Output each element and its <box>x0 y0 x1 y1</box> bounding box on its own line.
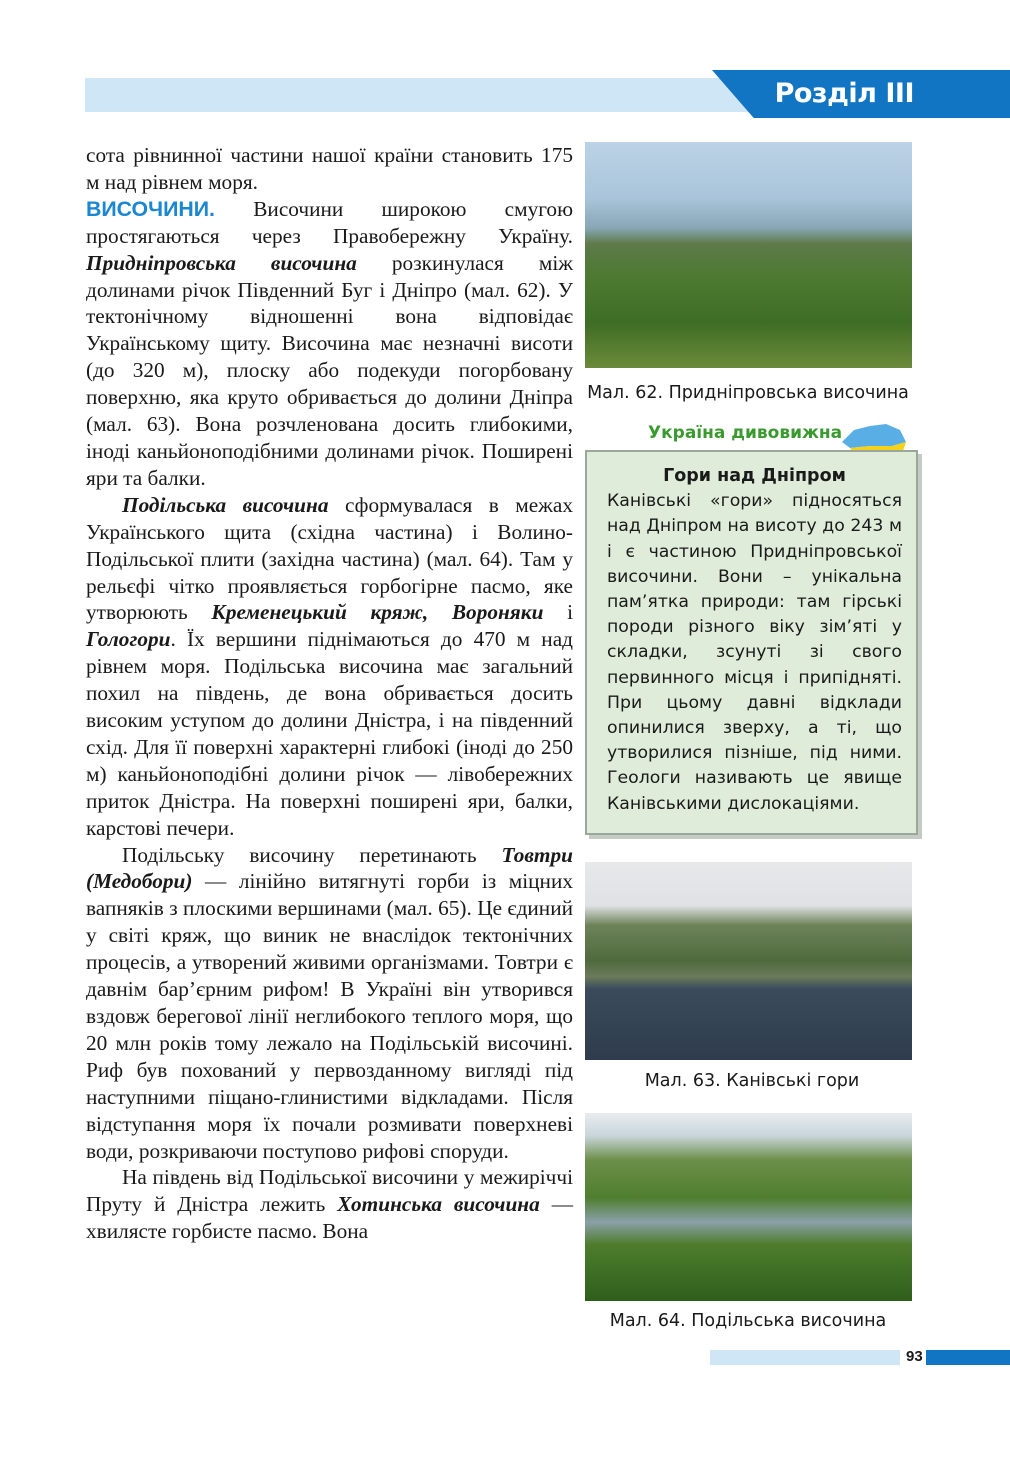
paragraph <box>86 492 573 842</box>
term: Подільська височина <box>122 492 329 517</box>
photo-prydniprovska-upland <box>585 142 912 368</box>
sidebox <box>585 450 918 835</box>
text: Височини широкою смугою простягаються через Правобережну Україну. <box>86 196 573 248</box>
term: Хотинська височина <box>337 1192 540 1217</box>
heading-keyword: ВИСОЧИНИ. <box>86 196 215 221</box>
text: сформувалася в межах Українського щита (східна частина) і Волино-Подільської плити (західна частина) (мал. 64). Там у рельєфі чітко проявляється горбогірне пасмо, яке утворюють <box>86 492 573 625</box>
sidebox-text: Канівські «гори» підносяться над Дніпром на висоту до 243 м і є частиною Придніпровської височини. Вони – унікальна пам’ятка природи: там гірські породи різного віку зім’яті у складки, зсунуті зі свого первинного місця і припідняті. При цьому давні відклади опинилися зверху, а ті, що утворилися пізніше, під ними. Геологи називають це явище Канівськими дислокаціями. <box>607 491 902 814</box>
paragraph: сота рівнинної частини нашої країни становить 175 м над рівнем моря. <box>86 143 573 194</box>
term: Кременецький кряж, Вороняки <box>211 600 544 625</box>
section-title: Розділ III <box>774 78 914 109</box>
term: Товтри (Медобори) <box>86 842 573 894</box>
figure-caption: Мал. 62. Придніпровська височина <box>587 383 909 403</box>
text: розкинулася між долинами річок Південний Буг і Дніпро (мал. 62). У тектонічному відношенні вона відповідає Українському щиту. Височина має незначні висоти (до 320 м), плоску або подекуди погорбовану поверхню, яка круто обривається до долини Дніпра (мал. 63). Вона розчленована досить глибокими, іноді каньйоноподібними долинами річок. Поширені яри та балки. <box>86 250 573 490</box>
text: На південь від Подільської височини у межиріччі Пруту й Дністра лежить <box>86 1165 573 1217</box>
footer-accent <box>926 1350 1010 1365</box>
text: . Їх вершини піднімаються до 470 м над рівнем моря. Подільська височина має загальний похил на південь, де вона обривається досить високим уступом до долини Дністра, і на південний схід. Для її поверхні характерні глибокі (іноді до 250 м) каньйоноподібні долини річок — лівобережних приток Дністра. На поверхні поширені яри, балки, карстові печери. <box>86 627 573 840</box>
text: — хвилясте горбисте пасмо. Вона <box>86 1192 573 1244</box>
text: і <box>543 600 573 625</box>
term: Придніпровська височина <box>86 250 357 275</box>
figure-caption: Мал. 63. Канівські гори <box>644 1071 860 1091</box>
sidebox-label: Україна дивовижна <box>648 423 843 443</box>
paragraph <box>86 842 573 1165</box>
header-band <box>85 78 765 112</box>
photo-podilska-upland <box>585 1113 912 1301</box>
figure-caption: Мал. 64. Подільська височина <box>609 1311 887 1331</box>
term: Гологори <box>86 627 171 652</box>
text: Подільську височину перетинають <box>122 842 502 867</box>
footer-band <box>710 1350 900 1365</box>
page-number: 93 <box>906 1348 923 1365</box>
main-text <box>86 142 573 1245</box>
sidebox-title: Гори над Дніпром <box>663 466 846 486</box>
paragraph <box>86 196 573 492</box>
text: — лінійно витягнуті горби із міцних вапняків з плоскими вершинами (мал. 65). Це єдиний у світі кряж, що виник не внаслідок тектонічних процесів, а утворений живими організмами. Товтри є давнім бар’єрним рифом! В Україні він утворився вздовж берегової лінії неглибокого теплого моря, що 20 млн років тому лежало на Подільській височині. Риф був похований у первозданному вигляді під наступними піщано-глинистими відкладами. Після відступання моря їх почали розмивати поверхневі води, розкриваючи поступово рифові споруди. <box>86 869 573 1163</box>
photo-kaniv-hills <box>585 862 912 1060</box>
paragraph <box>86 1164 573 1245</box>
